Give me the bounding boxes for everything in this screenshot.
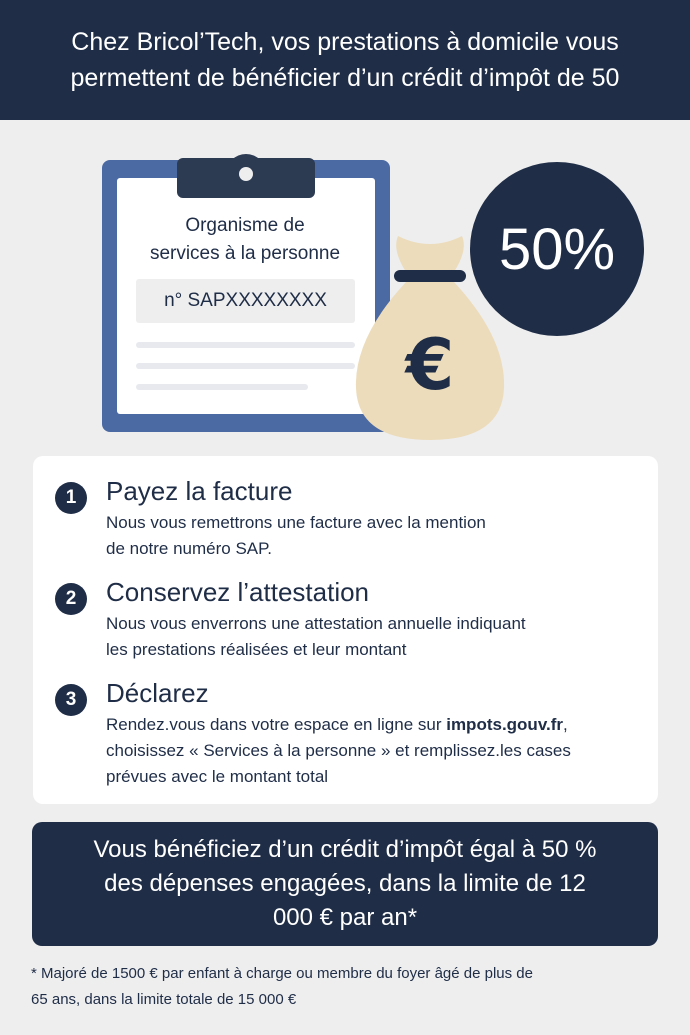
organisation-label bbox=[120, 212, 370, 268]
placeholder-line bbox=[136, 342, 355, 348]
step-title: Conservez l’attestation bbox=[106, 577, 370, 607]
impots-website-text: impots.gouv.fr bbox=[446, 715, 564, 734]
credit-banner bbox=[32, 822, 658, 946]
euro-icon bbox=[350, 324, 510, 406]
step-description bbox=[106, 510, 646, 562]
step-description-line: Nous vous remettrons une facture avec la mention bbox=[106, 513, 486, 532]
header-banner bbox=[0, 0, 690, 120]
placeholder-line bbox=[136, 363, 355, 369]
percent-badge-text: 50% bbox=[498, 216, 616, 282]
sap-number-box bbox=[136, 279, 355, 323]
sap-number: n° SAPXXXXXXXX bbox=[164, 290, 327, 311]
step-description-line: Nous vous enverrons une attestation annuelle indiquant bbox=[106, 614, 526, 633]
footnote-line: 65 ans, dans la limite totale de 15 000 € bbox=[31, 991, 297, 1008]
step-title: Déclarez bbox=[106, 678, 209, 708]
step-number-badge: 2 bbox=[55, 583, 87, 615]
step-description-line: prévues avec le montant total bbox=[106, 767, 329, 786]
step-description bbox=[106, 611, 646, 663]
step-description-line: choisissez « Services à la personne » et remplissez.les cases bbox=[106, 741, 571, 760]
step-description-text: Rendez.vous dans votre espace en ligne sur bbox=[106, 715, 447, 734]
credit-text: Vous bénéficiez d’un crédit d’impôt égal à 50 % des dépenses engagées, dans la limite de 12 000 € par an* bbox=[93, 836, 597, 931]
step-description-line: les prestations réalisées et leur montant bbox=[106, 640, 407, 659]
step-description-line bbox=[106, 712, 646, 738]
placeholder-line bbox=[136, 384, 308, 390]
step-number-badge: 3 bbox=[55, 684, 87, 716]
header-title: Chez Bricol’Tech, vos prestations à domicile vous permettent de bénéficier d’un crédit d’impôt de 50 bbox=[70, 28, 620, 92]
clipboard-clip-hole bbox=[239, 167, 253, 181]
organisation-line-1: Organisme de bbox=[185, 215, 305, 236]
step-number-badge: 1 bbox=[55, 482, 87, 514]
footnote bbox=[31, 961, 671, 1013]
step-description-line: de notre numéro SAP. bbox=[106, 539, 273, 558]
step-description bbox=[106, 712, 646, 790]
steps-card bbox=[33, 456, 658, 804]
footnote-line: * Majoré de 1500 € par enfant à charge ou membre du foyer âgé de plus de bbox=[31, 965, 533, 982]
step-title: Payez la facture bbox=[106, 476, 293, 506]
euro-symbol: € bbox=[405, 324, 455, 406]
step-description-text: , bbox=[563, 715, 568, 734]
illustration bbox=[0, 120, 690, 450]
organisation-line-2: services à la personne bbox=[149, 243, 341, 264]
